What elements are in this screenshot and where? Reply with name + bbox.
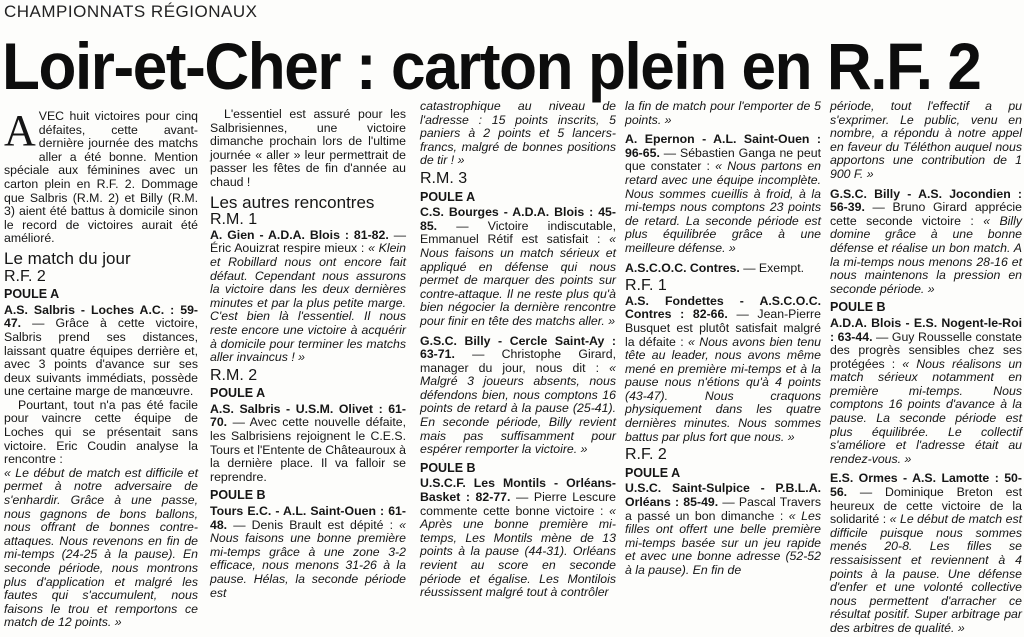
poule-b: POULE B <box>420 460 476 475</box>
quote: « Les filles ont offert une belle première mi-temps basée sur un jeu rapide et avec une bonne adresse (52-52 à la pause). En fin de <box>625 508 822 577</box>
match-report <box>830 188 1022 297</box>
league-rf2: R.F. 2 <box>4 267 46 285</box>
match-report <box>625 482 821 577</box>
poule-a: POULE A <box>625 465 681 480</box>
article-paragraph: Pourtant, tout n'a pas été facile pour vaincre cette équipe de Loches qui se présentait sans victoire. Eric Coudin analyse la rencontre : <box>4 397 198 467</box>
headline: Loir-et-Cher : carton plein en R.F. 2 <box>2 29 981 103</box>
column-5 <box>830 99 1023 635</box>
match-report <box>210 505 406 600</box>
quote: « Après une bonne première mi-temps, Les Montils mène de 13 points à la pause (44-31). Orléans revient au score en seconde période et égalise. Les Montilois réussissent malgré tout à contrôler <box>420 503 616 600</box>
match-heading: A.S. Salbris - Loches A.C. : 59-47. <box>4 302 198 331</box>
section-match-du-jour: Le match du jour <box>4 248 131 268</box>
league-rm3: R.M. 3 <box>420 169 468 187</box>
match-text: — Christophe Girard, manager du jour, nous dit : <box>420 347 616 375</box>
poule-a: POULE A <box>4 287 60 302</box>
quote: « Le début de match est difficile puisque nous sommes menés 20-8. Les filles se ressaisissent et reviennent à 4 points à la pause. Une défense d'enfer et une volonté collective nous permettent d'arracher ce résultat positif. Super arbitrage par des arbitres de qualité. » <box>830 512 1023 635</box>
match-text: — Denis Brault est dépité : <box>227 517 394 532</box>
match-heading: A.D.A. Blois - E.S. Nogent-le-Roi : 63-44. <box>830 315 1022 344</box>
match-heading: U.S.C.F. Les Montils - Orléans-Basket : 82-77. <box>420 476 616 505</box>
match-report <box>625 262 821 276</box>
match-text: — Bruno Girard apprécie cette seconde victoire : <box>830 200 1022 228</box>
league-rf1: R.F. 1 <box>625 277 667 295</box>
match-heading: A.S.C.O.C. Contres. <box>625 260 740 275</box>
drop-cap: A <box>4 106 36 155</box>
poule-b: POULE B <box>830 300 886 315</box>
quote: « Nous faisons une bonne première mi-temps grâce à une zone 3-2 efficace, nous menons 31-26 à la pause. Hélas, la seconde période est <box>210 517 406 600</box>
match-text: — Exempt. <box>739 260 805 275</box>
match-text: — Guy Rousselle constate des progrès sensibles chez ses protégées : <box>830 329 1023 371</box>
quote: « Nous réalisons un match sérieux notamment en première mi-temps. Nous comptons 16 points d'avance à la pause. La seconde période est plus équilibrée. Le collectif s'améliore et l'adresse était au rendez-vous. » <box>830 356 1022 466</box>
kicker: CHAMPIONNATS RÉGIONAUX <box>4 2 258 21</box>
match-report <box>625 295 821 445</box>
match-heading: C.S. Bourges - A.D.A. Blois : 45-85. <box>420 205 616 233</box>
quote: « Nous avons bien tenu tête au leader, nous avons même mené en première mi-temps et à la pause nous n'étions qu'à 4 points (43-47). Nous craquons physiquement dans les quatre dernières minutes. Nous sommes battus par plus fort que nous. » <box>625 334 821 444</box>
column-4 <box>625 100 821 625</box>
match-heading: U.S.C. Saint-Sulpice - P.B.L.A. Orléans : 85-49. <box>625 481 821 510</box>
match-report <box>625 133 821 255</box>
column-1 <box>4 106 198 635</box>
match-heading: Tours E.C. - A.L. Saint-Ouen : 61-48. <box>210 504 406 532</box>
quote: « Malgré 3 joueurs absents, nous défendons bien, nous comptons 16 points de retard à la pause (25-41). En seconde période, Billy revient mais pas suffisamment pour espérer remporter la victoire. » <box>420 360 616 457</box>
match-text: — Dominique Breton est heureux de cette victoire de la solidarité : <box>830 485 1022 527</box>
article-paragraph <box>4 304 198 399</box>
quote: « Klein et Robillard nous ont encore fait défaut. Cependant nous assurons la victoire dans les deux dernières minutes et par la plus petite marge. C'est bien là l'essentiel. Il nous reste encore une victoire à acquérir à domicile pour terminer les matchs aller invaincus ! » <box>210 241 406 365</box>
match-report <box>830 317 1022 467</box>
match-report <box>210 403 406 485</box>
match-text: — Victoire indiscutable, Emmanuel Rétif est satisfait : <box>420 218 616 247</box>
poule-b: POULE B <box>210 488 266 503</box>
match-heading: A. Gien - A.D.A. Blois : 81-82. <box>210 227 389 242</box>
match-report <box>210 229 406 365</box>
intro-text: VEC huit victoires pour cinq défaites, cette avant-dernière journée des matchs aller a été bonne. Mention spéciale aux féminines avec un carton plein en R.F. 2. Dommage que Salbris (R.M. 2) et Billy (R.M. 3) aient été battus à domicile sinon le record de victoires aurait été amélioré. <box>4 109 198 246</box>
match-report <box>420 206 616 328</box>
match-heading: G.S.C. Billy - Cercle Saint-Ay : 63-71. <box>420 333 616 362</box>
quote: « Billy domine grâce à une bonne défense et réalise un bon match. A la mi-temps nous menons 28-16 et nous maintenons la pression en seconde période. » <box>830 213 1022 296</box>
quote: « Le début de match est difficile et permet à notre adversaire de s'enhardir. Grâce à une passe, nous gagnons de bons ballons, nous offrant de bonnes contre-attaques. Nous revenons en fin de mi-temps (24-25 à la pause). En seconde période, nous montrons plus d'application et malgré les fautes qui s'accumulent, nous faisons le trou et remportons ce match de 12 points. » <box>4 465 198 630</box>
quote: la fin de match pour l'emporter de 5 points. » <box>625 99 821 127</box>
quote: « Nous faisons un match sérieux et appliqué en défense qui nous permet de marquer des points sur contre-attaque. Il ne reste plus qu'à bien négocier la dernière rencontre pour finir en tête des matchs aller. » <box>420 232 616 328</box>
column-2 <box>210 108 406 633</box>
quote: « Nous partons en retard avec une équipe incomplète. Nous sommes cueillis à froid, à la mi-temps nous comptons 23 points de retard. La seconde période est plus équilibrée grâce à une meilleure défense. » <box>625 159 821 255</box>
match-text: — Pierre Lescure commente cette bonne victoire : <box>420 490 616 518</box>
match-text: — Jean-Pierre Busquet est plutôt satisfait malgré la défaite : <box>625 307 821 349</box>
quote: catastrophique au niveau de l'adresse : 15 points inscrits, 5 paniers à 2 points et 5 lancers-francs, malgré de bonnes positions de tir ! » <box>420 99 616 168</box>
quote: période, tout l'effectif a pu s'exprimer. Le public, venu en nombre, a répondu à notre appel en faveur du Téléthon auquel nous apportons une contribution de 1 900 F. » <box>830 99 1022 181</box>
intro-paragraph <box>4 106 198 246</box>
match-report <box>420 335 616 457</box>
match-heading: E.S. Ormes - A.S. Lamotte : 50-56. <box>830 471 1022 500</box>
match-report <box>420 477 616 599</box>
article-paragraph: L'essentiel est assuré pour les Salbrisiennes, une victoire dimanche prochain lors de l'ultime journée « aller » leur permettrait de passer les fêtes de fin d'année au chaud ! <box>210 107 406 189</box>
column-3 <box>420 100 616 625</box>
league-rm2: R.M. 2 <box>210 366 258 384</box>
league-rm1: R.M. 1 <box>210 211 258 229</box>
league-rf2: R.F. 2 <box>625 446 667 464</box>
match-heading: A.S. Fondettes - A.S.C.O.C. Contres : 82-66. <box>625 293 821 322</box>
match-text: — Avec cette nouvelle défaite, les Salbrisiens rejoignent le C.E.S. Tours et l'Entente de Châteauroux à la dernière place. Il va falloir se reprendre. <box>210 415 406 484</box>
match-text: — Grâce à cette victoire, Salbris prend ses distances, laissant quatre équipes derrière et, avec 3 points d'avance sur ses deux suivants immédiats, possède une certaine marge de manœuvre. <box>4 316 198 399</box>
match-text: — Sébastien Ganga ne peut que constater : <box>625 145 821 174</box>
match-heading: A.S. Salbris - U.S.M. Olivet : 61-70. <box>210 401 406 430</box>
match-text: — Éric Aouizrat respire mieux : <box>210 227 406 256</box>
match-text: — Pascal Travers a passé un bon dimanche : <box>625 495 821 523</box>
section-autres-rencontres: Les autres rencontres <box>210 192 375 212</box>
poule-a: POULE A <box>210 386 266 401</box>
poule-a: POULE A <box>420 189 476 204</box>
match-heading: G.S.C. Billy - A.S. Jocondien : 56-39. <box>830 186 1022 215</box>
match-report <box>830 472 1022 635</box>
match-heading: A. Epernon - A.L. Saint-Ouen : 96-65. <box>625 132 821 160</box>
